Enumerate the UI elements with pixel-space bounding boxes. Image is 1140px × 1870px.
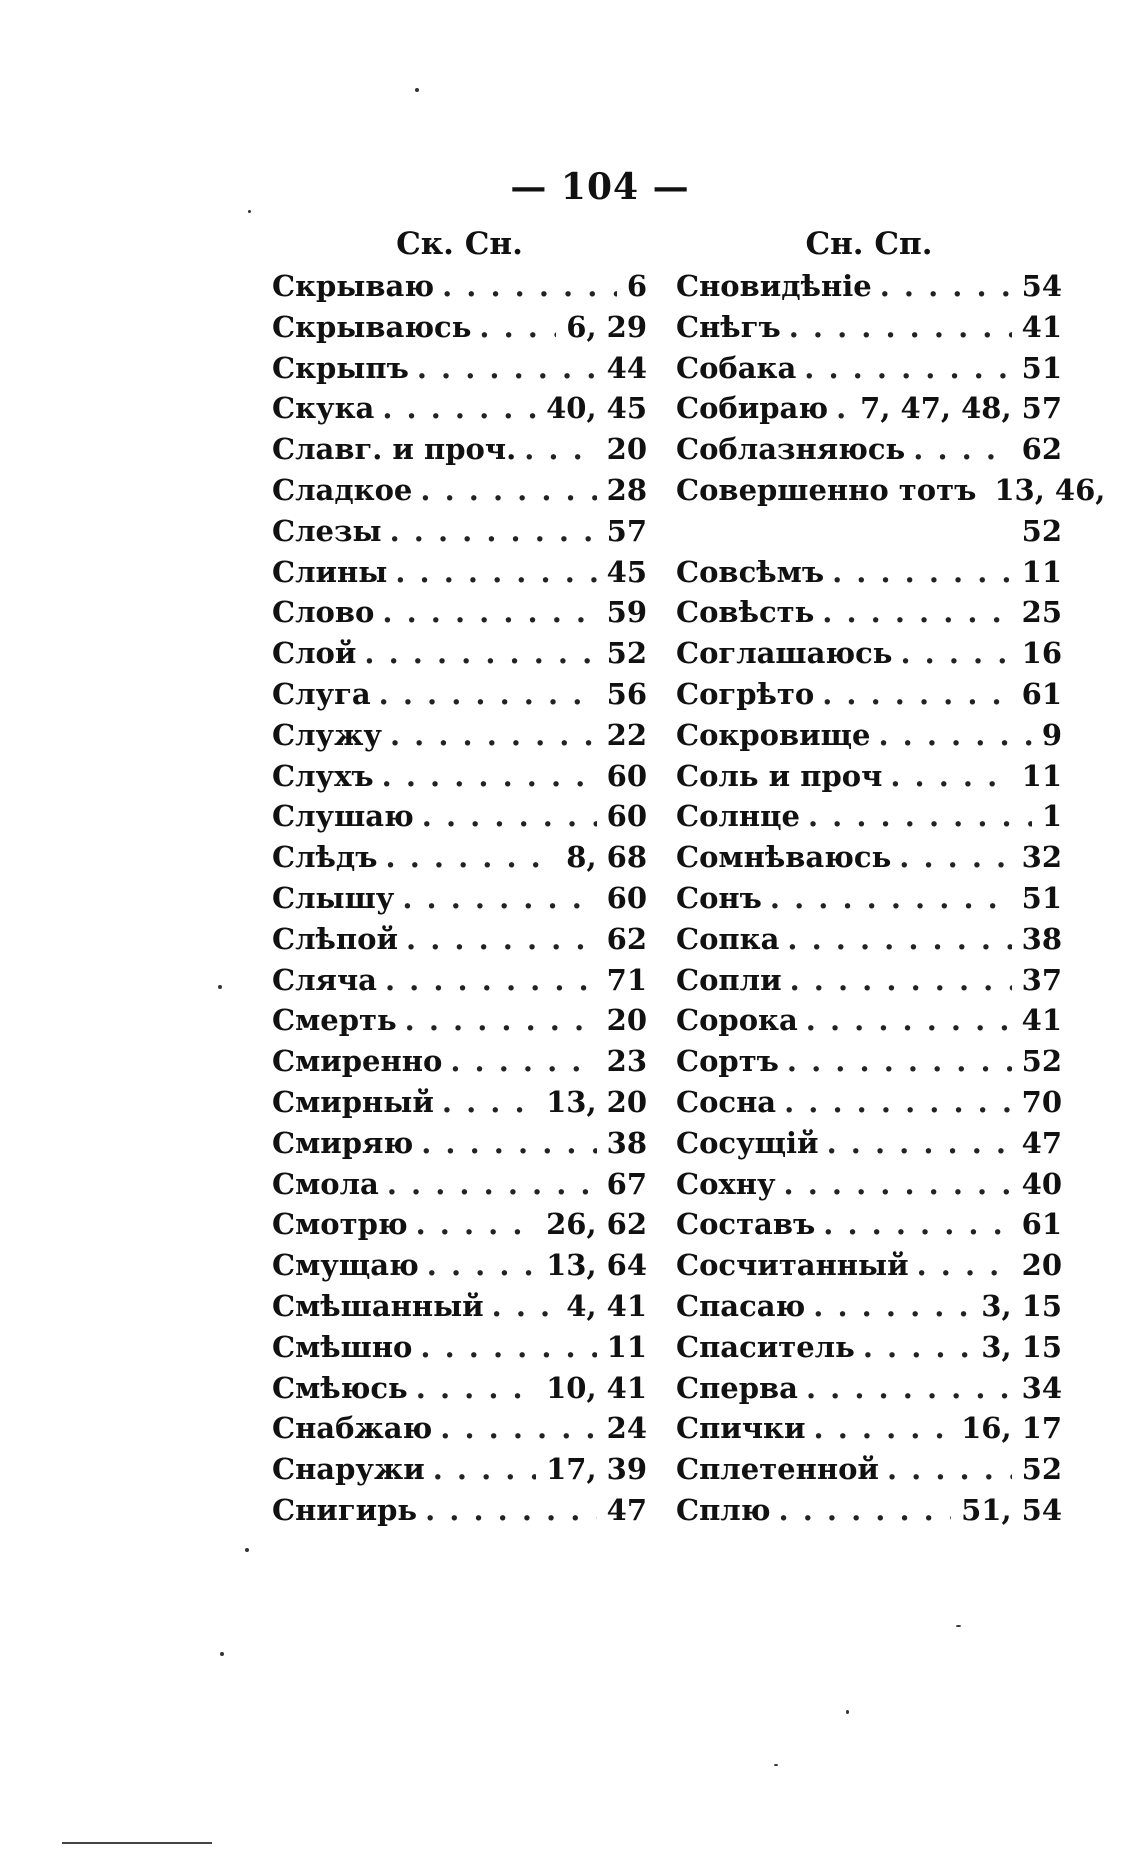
- dot-leader: [479, 307, 556, 348]
- entry-pages: 60: [606, 880, 647, 915]
- dot-leader: [417, 348, 597, 389]
- dot-leader: [836, 388, 850, 429]
- entry-term: Сплетенной: [676, 1452, 879, 1487]
- index-entry: [272, 1368, 647, 1409]
- entry-pages: 26, 62: [546, 1207, 647, 1242]
- index-entry: [676, 796, 1062, 837]
- entry-term: Смущаю: [272, 1248, 419, 1283]
- entry-term: Слуга: [272, 676, 371, 711]
- dot-leader: [416, 1368, 536, 1409]
- entry-term: Сопка: [676, 921, 780, 956]
- entry-pages: 1: [1041, 799, 1062, 834]
- index-entry: [676, 674, 1062, 715]
- entry-pages: 51: [1021, 350, 1062, 385]
- entry-term: Совершенно тотъ: [676, 472, 977, 507]
- index-entry: [272, 1041, 647, 1082]
- index-entry: [272, 878, 647, 919]
- index-entry: [676, 552, 1062, 593]
- entry-term: Снѣгъ: [676, 309, 781, 344]
- index-entry: [676, 511, 1062, 552]
- scan-speck: [956, 1625, 961, 1627]
- index-entry: [272, 1490, 647, 1531]
- entry-pages: 20: [606, 432, 647, 467]
- entry-pages: 6, 29: [566, 309, 647, 344]
- index-entry: [676, 919, 1062, 960]
- entry-term: Смѣшно: [272, 1329, 413, 1364]
- entry-term: Совѣсть: [676, 595, 815, 630]
- dot-leader: [390, 511, 597, 552]
- entry-pages: 16, 17: [961, 1411, 1062, 1446]
- index-entry: [272, 511, 647, 552]
- entry-pages: 62: [606, 921, 647, 956]
- entry-pages: 61: [1021, 676, 1062, 711]
- dot-leader: [808, 796, 1032, 837]
- index-entry: [676, 266, 1062, 307]
- entry-term: Слой: [272, 636, 357, 671]
- entry-term: Сляча: [272, 962, 377, 997]
- scan-speck: [248, 210, 251, 213]
- dot-leader: [787, 919, 1011, 960]
- dot-leader: [442, 1082, 536, 1123]
- entry-pages: 32: [1021, 840, 1062, 875]
- entry-term: Славг. и проч.: [272, 432, 517, 467]
- index-entry: [676, 1164, 1062, 1205]
- index-entry: [676, 878, 1062, 919]
- dot-leader: [442, 266, 617, 307]
- entry-pages: 41: [1021, 1003, 1062, 1038]
- index-entry: [676, 470, 1106, 511]
- index-entry: [272, 715, 647, 756]
- entry-term: Смиренно: [272, 1044, 443, 1079]
- index-entry: [676, 592, 1062, 633]
- entry-pages: 47: [606, 1492, 647, 1527]
- index-entry: [272, 674, 647, 715]
- entry-pages: 20: [1021, 1248, 1062, 1283]
- entry-term: Слезы: [272, 513, 382, 548]
- entry-pages: 52: [1021, 1452, 1062, 1487]
- entry-term: Солнце: [676, 799, 800, 834]
- index-entry: [676, 1082, 1062, 1123]
- dot-leader: [917, 1245, 1012, 1286]
- entry-pages: 3, 15: [981, 1329, 1062, 1364]
- entry-term: Собака: [676, 350, 797, 385]
- entry-term: Соглашаюсь: [676, 636, 893, 671]
- entry-term: Соль и проч: [676, 758, 883, 793]
- entry-term: Составъ: [676, 1207, 816, 1242]
- entry-pages: 11: [1021, 554, 1062, 589]
- entry-term: Сорока: [676, 1003, 798, 1038]
- entry-pages: 51, 54: [961, 1492, 1062, 1527]
- dot-leader: [492, 1286, 557, 1327]
- entry-pages: 38: [606, 1125, 647, 1160]
- dot-leader: [420, 470, 596, 511]
- index-entry: [676, 307, 1062, 348]
- entry-term: Собираю: [676, 391, 829, 426]
- entry-pages: 11: [1021, 758, 1062, 793]
- dot-leader: [770, 878, 1012, 919]
- entry-pages: 8, 68: [566, 840, 647, 875]
- entry-pages: 61: [1021, 1207, 1062, 1242]
- dot-leader: [832, 552, 1012, 593]
- index-entry: [272, 470, 647, 511]
- dot-leader: [822, 674, 1011, 715]
- entry-term: Сонъ: [676, 880, 762, 915]
- entry-pages: 57: [606, 513, 647, 548]
- scan-speck: [846, 1710, 849, 1714]
- entry-pages: 44: [606, 350, 647, 385]
- entry-pages: 13, 64: [546, 1248, 647, 1283]
- index-entry: [676, 388, 1062, 429]
- entry-pages: 23: [606, 1044, 647, 1079]
- dot-leader: [890, 756, 1011, 797]
- entry-term: Слышу: [272, 880, 395, 915]
- entry-term: Сновидѣніе: [676, 269, 872, 303]
- index-entry: [676, 960, 1062, 1001]
- index-entry: [676, 1245, 1062, 1286]
- entry-pages: 67: [606, 1166, 647, 1201]
- index-entry: [676, 429, 1062, 470]
- entry-pages: 45: [606, 554, 647, 589]
- dot-leader: [524, 429, 596, 470]
- entry-term: Сосна: [676, 1084, 777, 1119]
- entry-term: Сосчитанный: [676, 1248, 909, 1283]
- entry-term: Смерть: [272, 1003, 397, 1038]
- index-entry: [272, 348, 647, 389]
- index-entry: [272, 1204, 647, 1245]
- scan-speck: [245, 1548, 249, 1552]
- entry-pages: 56: [606, 676, 647, 711]
- entry-pages: 24: [606, 1411, 647, 1446]
- index-entry: [272, 1082, 647, 1123]
- entry-pages: 70: [1021, 1084, 1062, 1119]
- entry-pages: 71: [606, 962, 647, 997]
- entry-term: Смола: [272, 1166, 379, 1201]
- footer-rule: [62, 1842, 212, 1844]
- entry-pages: 25: [1021, 595, 1062, 630]
- index-entry: [676, 837, 1062, 878]
- entry-term: Скрыпъ: [272, 350, 409, 385]
- entry-term: Слѣдъ: [272, 840, 378, 875]
- entry-term: Смѣюсь: [272, 1370, 408, 1405]
- index-entry: [272, 1408, 647, 1449]
- dot-leader: [899, 837, 1011, 878]
- entry-pages: 37: [1021, 962, 1062, 997]
- dot-leader: [887, 1449, 1012, 1490]
- column-header-right: Сн. Сп.: [805, 226, 933, 262]
- entry-pages: 52: [1021, 1044, 1062, 1079]
- dot-leader: [804, 348, 1011, 389]
- entry-pages: 47: [1021, 1125, 1062, 1160]
- entry-term: Снаружи: [272, 1452, 425, 1487]
- index-entry: [676, 1408, 1062, 1449]
- dot-leader: [440, 1408, 596, 1449]
- entry-term: Смирный: [272, 1084, 434, 1119]
- dot-leader: [427, 1245, 536, 1286]
- index-entry: [676, 348, 1062, 389]
- entry-term: Спички: [676, 1411, 806, 1446]
- entry-pages: 38: [1021, 921, 1062, 956]
- entry-pages: 40: [1021, 1166, 1062, 1201]
- dot-leader: [405, 1000, 597, 1041]
- dot-leader: [420, 1327, 596, 1368]
- index-entry: [272, 1286, 647, 1327]
- dot-leader: [913, 429, 1011, 470]
- entry-list-left: [272, 266, 647, 1531]
- entry-term: Снабжаю: [272, 1411, 433, 1446]
- dot-leader: [822, 592, 1011, 633]
- entry-pages: 52: [606, 636, 647, 671]
- scan-speck: [415, 88, 419, 92]
- entry-term: Слухъ: [272, 758, 374, 793]
- entry-pages: 17, 39: [546, 1452, 647, 1487]
- index-entry: [676, 1286, 1062, 1327]
- entry-term: Слѣпой: [272, 921, 398, 956]
- index-entry: [676, 1327, 1062, 1368]
- dot-leader: [425, 1490, 597, 1531]
- entry-pages: 62: [1021, 432, 1062, 467]
- scan-speck: [218, 985, 222, 989]
- index-entry: [272, 266, 647, 307]
- index-entry: [272, 919, 647, 960]
- entry-pages: 16: [1021, 636, 1062, 671]
- index-entry: [676, 715, 1062, 756]
- entry-term: Скука: [272, 391, 375, 426]
- entry-term: Смѣшанный: [272, 1288, 484, 1323]
- entry-pages: 41: [1021, 309, 1062, 344]
- entry-pages: 10, 41: [546, 1370, 647, 1405]
- dot-leader: [790, 960, 1012, 1001]
- entry-pages: 59: [606, 595, 647, 630]
- index-entry: [272, 633, 647, 674]
- index-entry: [272, 756, 647, 797]
- entry-term: Снигирь: [272, 1492, 418, 1527]
- entry-term: Сохну: [676, 1166, 776, 1201]
- scan-speck: [220, 1652, 224, 1656]
- entry-term: Смиряю: [272, 1125, 414, 1160]
- dot-leader: [823, 1204, 1011, 1245]
- page-number: — 104 —: [510, 166, 690, 208]
- entry-pages: 40, 45: [546, 391, 647, 426]
- dot-leader: [880, 266, 1012, 307]
- entry-term: Смотрю: [272, 1207, 408, 1242]
- index-entry: [676, 1000, 1062, 1041]
- dot-leader: [878, 715, 1031, 756]
- entry-pages: 13, 20: [546, 1084, 647, 1119]
- entry-pages: 60: [606, 799, 647, 834]
- entry-term: Согрѣто: [676, 676, 815, 711]
- entry-pages: 6: [626, 269, 647, 303]
- index-entry: [676, 1368, 1062, 1409]
- entry-pages: 9: [1041, 717, 1062, 752]
- entry-term: Спаситель: [676, 1329, 855, 1364]
- dot-leader: [416, 1204, 536, 1245]
- entry-term: Слово: [272, 595, 375, 630]
- index-entry: [272, 1449, 647, 1490]
- entry-term: Сплю: [676, 1492, 771, 1527]
- entry-pages: 28: [606, 472, 647, 507]
- dot-leader: [813, 1286, 971, 1327]
- dot-leader: [789, 307, 1012, 348]
- entry-term: Сладкое: [272, 472, 413, 507]
- dot-leader: [814, 1408, 952, 1449]
- dot-leader: [406, 919, 597, 960]
- dot-leader: [422, 796, 597, 837]
- dot-leader: [433, 1449, 536, 1490]
- dot-leader: [385, 960, 597, 1001]
- dot-leader: [390, 715, 597, 756]
- entry-term: Скрываю: [272, 269, 435, 303]
- entry-term: Спасаю: [676, 1288, 806, 1323]
- dot-leader: [382, 756, 597, 797]
- dot-leader: [382, 388, 536, 429]
- index-entry: [272, 1164, 647, 1205]
- index-entry: [272, 960, 647, 1001]
- entry-pages: 20: [606, 1003, 647, 1038]
- index-entry: [272, 1245, 647, 1286]
- index-entry: [272, 592, 647, 633]
- index-entry: [676, 1490, 1062, 1531]
- dot-leader: [421, 1123, 596, 1164]
- dot-leader: [806, 1368, 1012, 1409]
- entry-pages: 54: [1021, 269, 1062, 303]
- entry-pages: 7, 47, 48, 57: [860, 391, 1062, 426]
- index-entry: [676, 1204, 1062, 1245]
- entry-list-right: [676, 266, 1106, 1531]
- dot-leader: [806, 1000, 1012, 1041]
- entry-term: Сомнѣваюсь: [676, 840, 892, 875]
- entry-pages: 34: [1021, 1370, 1062, 1405]
- entry-pages: 13, 46,: [994, 472, 1106, 507]
- entry-term: Сортъ: [676, 1044, 779, 1079]
- column-header-left: Ск. Сн.: [396, 226, 523, 262]
- index-entry: [676, 1041, 1062, 1082]
- entry-pages: 60: [606, 758, 647, 793]
- index-column-left: [272, 222, 647, 1531]
- dot-leader: [900, 633, 1011, 674]
- scan-speck: [774, 1764, 778, 1766]
- dot-leader: [784, 1082, 1012, 1123]
- index-column-right: [676, 222, 1106, 1531]
- entry-pages: 3, 15: [981, 1288, 1062, 1323]
- entry-term: Слушаю: [272, 799, 414, 834]
- index-entry: [272, 796, 647, 837]
- entry-term: Сперва: [676, 1370, 798, 1405]
- index-entry: [676, 633, 1062, 674]
- index-entry: [272, 837, 647, 878]
- entry-pages: 11: [606, 1329, 647, 1364]
- index-entry: [272, 1000, 647, 1041]
- dot-leader: [779, 1490, 952, 1531]
- dot-leader: [386, 837, 557, 878]
- index-entry: [676, 1449, 1062, 1490]
- entry-term: Совсѣмъ: [676, 554, 825, 589]
- dot-leader: [395, 552, 596, 593]
- index-entry: [272, 429, 647, 470]
- index-entry: [272, 1123, 647, 1164]
- entry-term: Сокровище: [676, 717, 871, 752]
- entry-term: Слины: [272, 554, 388, 589]
- entry-term: Скрываюсь: [272, 309, 472, 344]
- entry-term: Соблазняюсь: [676, 432, 906, 467]
- index-entry: [272, 1327, 647, 1368]
- entry-pages: 4, 41: [566, 1288, 647, 1323]
- dot-leader: [863, 1327, 971, 1368]
- entry-term: Сопли: [676, 962, 782, 997]
- index-entry: [676, 756, 1062, 797]
- index-entry: [272, 307, 647, 348]
- index-entry: [272, 388, 647, 429]
- dot-leader: [787, 1041, 1012, 1082]
- index-entry: [272, 552, 647, 593]
- dot-leader: [387, 1164, 597, 1205]
- entry-pages: 51: [1021, 880, 1062, 915]
- index-entry: [676, 1123, 1062, 1164]
- dot-leader: [364, 633, 596, 674]
- dot-leader: [784, 1164, 1012, 1205]
- dot-leader: [450, 1041, 596, 1082]
- dot-leader: [827, 1123, 1012, 1164]
- entry-pages: 52: [1021, 513, 1062, 548]
- dot-leader: [379, 674, 597, 715]
- entry-term: Сосущій: [676, 1125, 819, 1160]
- entry-term: Служу: [272, 717, 382, 752]
- dot-leader: [382, 592, 596, 633]
- entry-pages: 22: [606, 717, 647, 752]
- dot-leader: [402, 878, 596, 919]
